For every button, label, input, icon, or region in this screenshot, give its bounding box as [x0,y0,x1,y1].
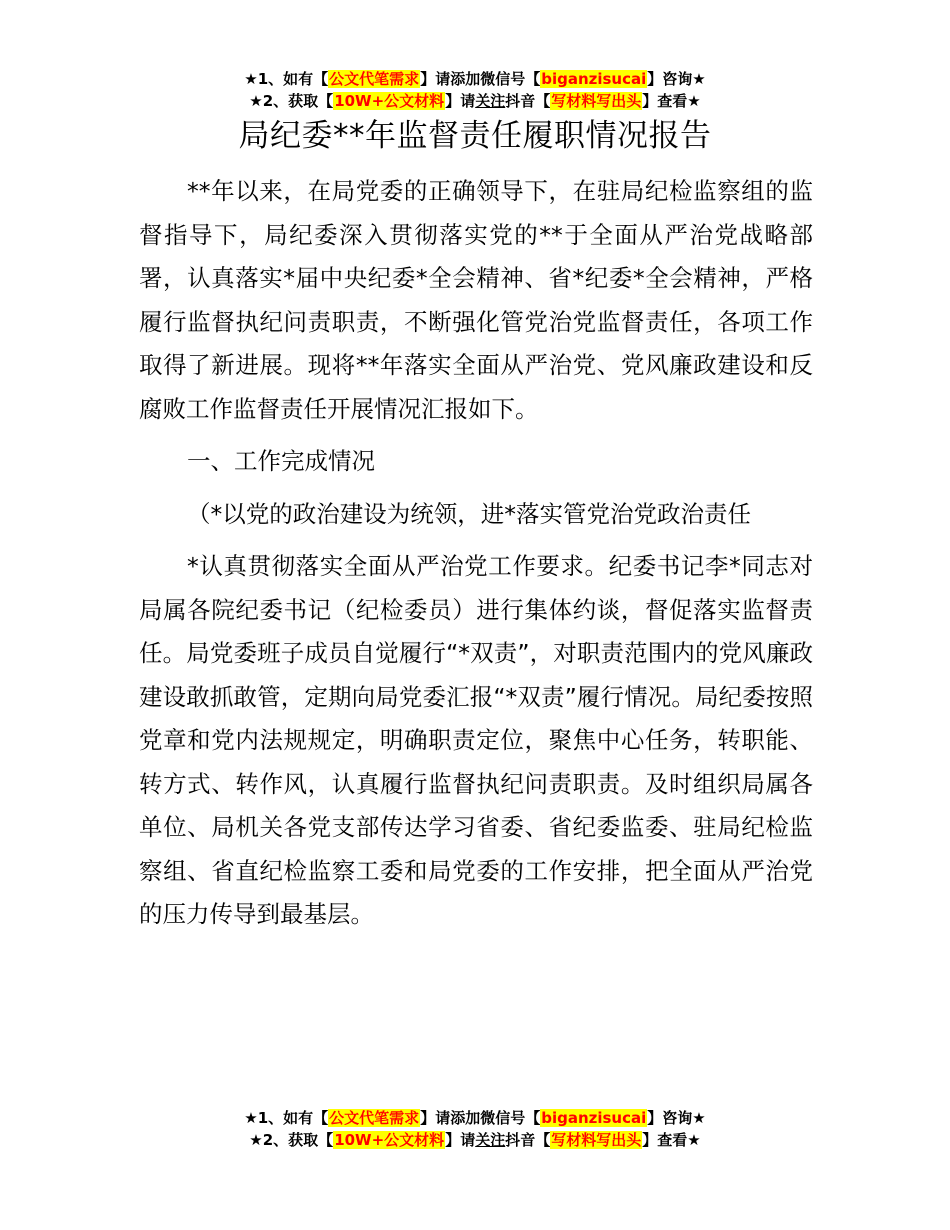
promo-highlight-wechat-id: biganzisucai [541,1109,647,1127]
section-heading: 一、工作完成情况 [187,447,375,475]
promo-line-2-middle-2: 抖音【 [505,1131,551,1149]
intro-paragraph: **年以来，在局党委的正确领导下，在驻局纪检监察组的监督指导下，局纪委深入贯彻落实党的**于全面从严治党战略部署，认真落实*届中央纪委*全会精神、省*纪委*全会精神，严格履行监督执纪问责职责，不断强化管党治党监督责任，各项工作取得了新进展。现将**年落实全面从严治党、党风廉政建设和反腐败工作监督责任开展情况汇报如下。 [139,177,813,423]
document-title: 局纪委**年监督责任履职情况报告 [238,118,712,154]
promo-line-1-prefix: ★1、如有【 [244,1109,329,1127]
promo-highlight-ghostwriting: 公文代笔需求 [329,1109,420,1127]
promo-line-1-middle: 】请添加微信号【 [420,70,541,88]
promo-underlined-follow: 关注 [475,1131,506,1149]
promo-highlight-wechat-id: biganzisucai [541,70,647,88]
promo-underlined-follow: 关注 [475,92,506,110]
promo-line-1 [0,1107,950,1129]
promo-line-2-prefix: ★2、获取【 [249,1131,334,1149]
promo-highlight-douyin: 写材料写出头 [551,92,642,110]
promo-line-1-middle: 】请添加微信号【 [420,1109,541,1127]
bottom-promo-banner [0,1107,950,1151]
promo-line-2-prefix: ★2、获取【 [249,92,334,110]
promo-line-1 [0,68,950,90]
top-promo-banner [0,68,950,112]
promo-line-2-suffix: 】查看★ [642,1131,701,1149]
promo-line-1-suffix: 】咨询★ [647,70,706,88]
document-body [139,170,813,946]
promo-line-2-suffix: 】查看★ [642,92,701,110]
promo-line-2-middle-2: 抖音【 [505,92,551,110]
promo-line-1-suffix: 】咨询★ [647,1109,706,1127]
promo-line-2 [0,90,950,112]
promo-line-2-middle: 】请 [445,1131,476,1149]
promo-highlight-materials: 10W+公文材料 [334,92,445,110]
promo-line-1-prefix: ★1、如有【 [244,70,329,88]
promo-highlight-materials: 10W+公文材料 [334,1131,445,1149]
promo-line-2 [0,1129,950,1151]
body-paragraph: *认真贯彻落实全面从严治党工作要求。纪委书记李*同志对局属各院纪委书记（纪检委员）进行集体约谈，督促落实监督责任。局党委班子成员自觉履行“*双责”，对职责范围内的党风廉政建设敢抓敢管，定期向局党委汇报“*双责”履行情况。局纪委按照党章和党内法规规定，明确职责定位，聚焦中心任务，转职能、转方式、转作风，认真履行监督执纪问责职责。及时组织局属各单位、局机关各党支部传达学习省委、省纪委监委、驻局纪检监察组、省直纪检监察工委和局党委的工作安排，把全面从严治党的压力传导到最基层。 [139,552,813,928]
promo-highlight-ghostwriting: 公文代笔需求 [329,70,420,88]
promo-highlight-douyin: 写材料写出头 [551,1131,642,1149]
subsection-heading: （*以党的政治建设为统领，进*落实管党治党政治责任 [187,499,751,528]
promo-line-2-middle: 】请 [445,92,476,110]
